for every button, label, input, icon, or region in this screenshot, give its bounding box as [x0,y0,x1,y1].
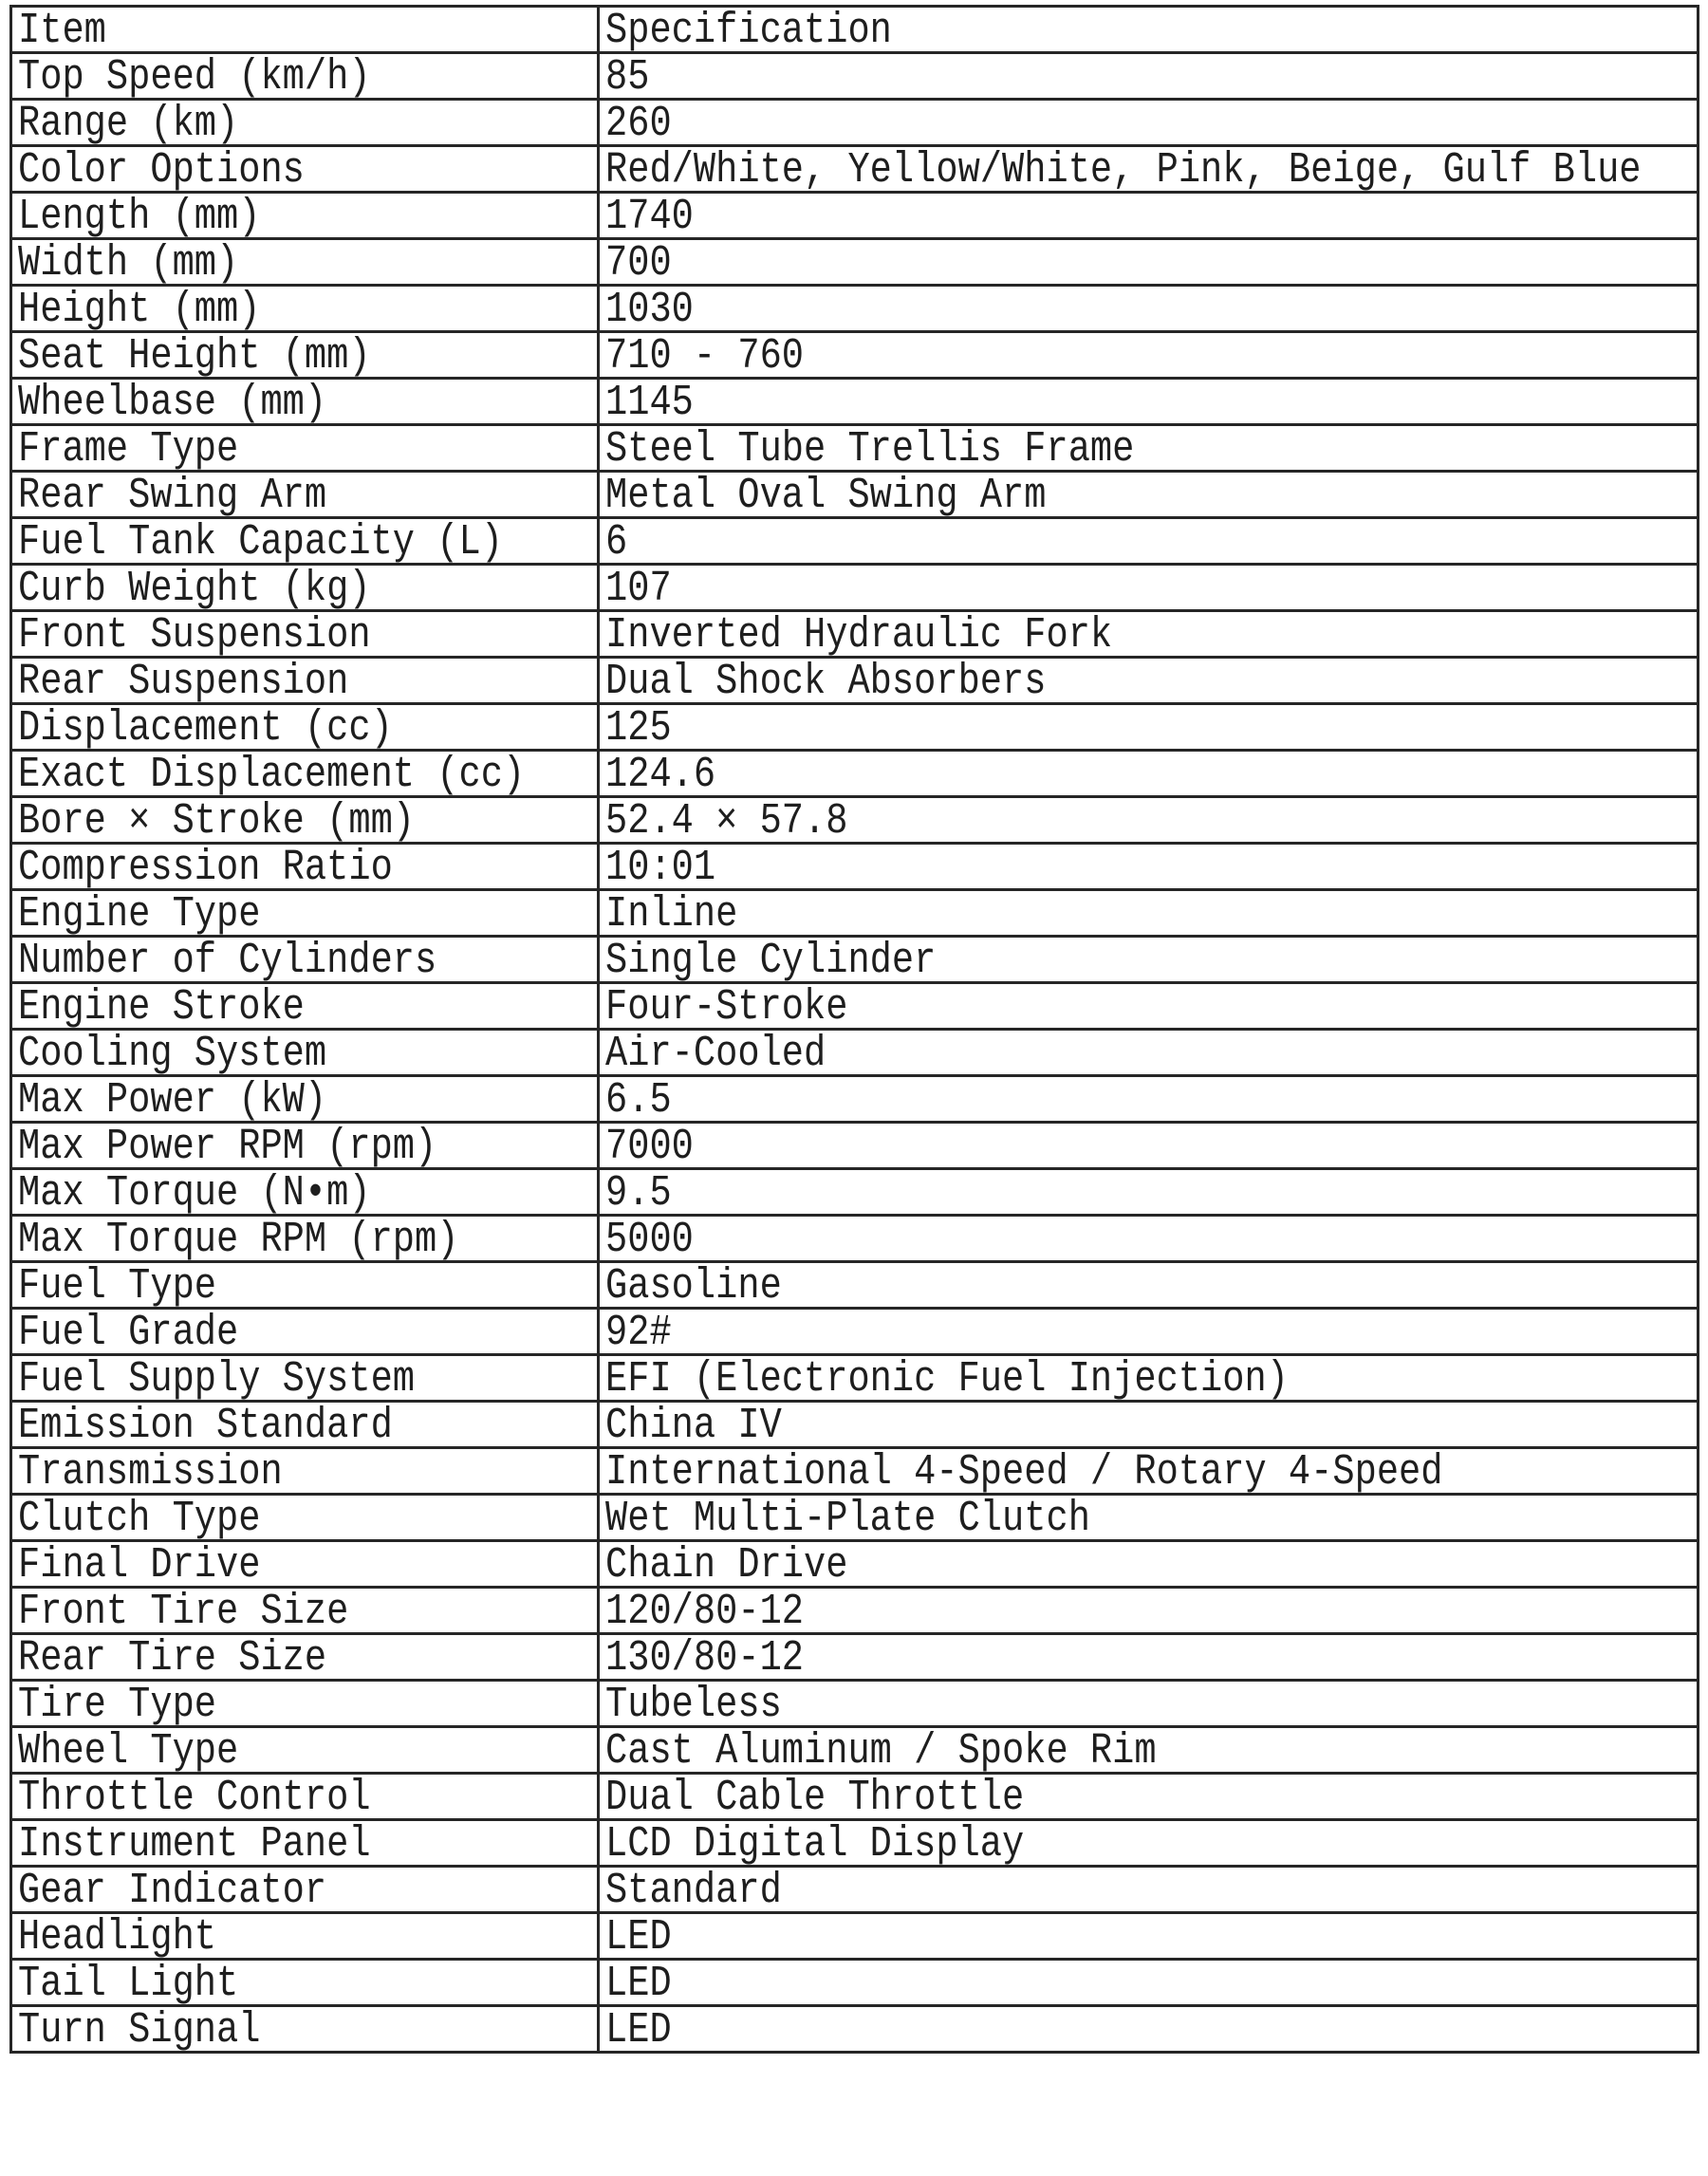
specification-value: 700 [605,239,672,286]
table-row [11,332,1699,379]
table-row [11,1216,1699,1262]
specification-cell [599,472,1699,518]
header-label: Item [18,7,106,53]
table-row [11,983,1699,1030]
specification-value: 92# [605,1309,672,1355]
item-cell [11,1774,599,1820]
item-label: Max Power (kW) [18,1076,327,1123]
specification-cell [599,1402,1699,1448]
header-row [11,7,1699,53]
specification-value: Air-Cooled [605,1030,826,1076]
table-row [11,1727,1699,1774]
item-label: Front Suspension [18,611,371,658]
item-label: Cooling System [18,1030,327,1076]
specification-value: LCD Digital Display [605,1820,1025,1867]
item-label: Tail Light [18,1960,239,2006]
table-row [11,100,1699,146]
specification-cell [599,658,1699,704]
table-row [11,1681,1699,1727]
item-label: Clutch Type [18,1495,261,1541]
table-row [11,1402,1699,1448]
specification-cell [599,1030,1699,1076]
item-cell [11,1681,599,1727]
table-row [11,1634,1699,1681]
header-cell-item [11,7,599,53]
item-cell [11,1820,599,1867]
item-label: Max Torque RPM (rpm) [18,1216,459,1262]
specification-value: Tubeless [605,1681,782,1727]
specification-cell [599,239,1699,286]
specification-value: 125 [605,704,672,751]
item-label: Engine Type [18,890,261,937]
table-row [11,611,1699,658]
specification-cell [599,1076,1699,1123]
specification-value: Steel Tube Trellis Frame [605,425,1135,472]
specification-cell [599,146,1699,193]
specification-value: LED [605,1960,672,2006]
item-label: Tire Type [18,1681,217,1727]
item-cell [11,658,599,704]
item-label: Rear Swing Arm [18,472,327,518]
item-label: Front Tire Size [18,1588,349,1634]
specification-cell [599,1960,1699,2006]
specification-value: Cast Aluminum / Spoke Rim [605,1727,1157,1774]
table-row [11,1076,1699,1123]
item-cell [11,239,599,286]
item-cell [11,1634,599,1681]
item-label: Wheelbase (mm) [18,379,327,425]
item-cell [11,472,599,518]
item-cell [11,379,599,425]
specification-value: Inline [605,890,738,937]
specification-value: LED [605,2006,672,2053]
table-row [11,1820,1699,1867]
item-label: Compression Ratio [18,844,393,890]
specification-value: 10:01 [605,844,716,890]
item-cell [11,53,599,100]
item-cell [11,1355,599,1402]
item-cell [11,146,599,193]
specification-cell [599,1774,1699,1820]
item-label: Width (mm) [18,239,239,286]
item-cell [11,797,599,844]
item-cell [11,1216,599,1262]
item-label: Fuel Tank Capacity (L) [18,518,503,565]
specification-cell [599,1913,1699,1960]
table-row [11,937,1699,983]
specification-value: 124.6 [605,751,716,797]
table-row [11,518,1699,565]
table-row [11,1588,1699,1634]
item-label: Turn Signal [18,2006,261,2053]
specification-cell [599,611,1699,658]
specification-cell [599,1588,1699,1634]
table-row [11,146,1699,193]
item-cell [11,844,599,890]
specification-value: Red/White, Yellow/White, Pink, Beige, Gulf Blue [605,146,1642,193]
table-row [11,1448,1699,1495]
item-label: Fuel Type [18,1262,217,1309]
item-cell [11,704,599,751]
table-row [11,239,1699,286]
item-cell [11,1727,599,1774]
item-cell [11,983,599,1030]
specification-value: Four-Stroke [605,983,848,1030]
table-row [11,1169,1699,1216]
specification-cell [599,518,1699,565]
table-row [11,1309,1699,1355]
specification-value: Gasoline [605,1262,782,1309]
specification-cell [599,1309,1699,1355]
specification-value: 107 [605,565,672,611]
item-label: Rear Suspension [18,658,349,704]
item-cell [11,1076,599,1123]
specification-value: Dual Cable Throttle [605,1774,1025,1820]
specification-cell [599,1262,1699,1309]
table-row [11,53,1699,100]
specification-cell [599,1495,1699,1541]
table-row [11,1913,1699,1960]
item-label: Number of Cylinders [18,937,437,983]
item-cell [11,1588,599,1634]
specification-cell [599,1541,1699,1588]
item-label: Final Drive [18,1541,261,1588]
item-label: Frame Type [18,425,239,472]
specification-cell [599,983,1699,1030]
item-cell [11,1867,599,1913]
specification-cell [599,193,1699,239]
item-label: Range (km) [18,100,239,146]
specification-value: 710 - 760 [605,332,805,379]
item-label: Fuel Supply System [18,1355,416,1402]
table-row [11,1960,1699,2006]
table-row [11,472,1699,518]
item-label: Exact Displacement (cc) [18,751,526,797]
specification-cell [599,1355,1699,1402]
item-cell [11,1402,599,1448]
table-row [11,1495,1699,1541]
specification-value: Single Cylinder [605,937,937,983]
table-row [11,1541,1699,1588]
specification-cell [599,100,1699,146]
item-cell [11,1495,599,1541]
item-cell [11,1030,599,1076]
specification-cell [599,379,1699,425]
specification-value: 6 [605,518,628,565]
item-label: Curb Weight (kg) [18,565,371,611]
specification-cell [599,844,1699,890]
specification-value: 1145 [605,379,694,425]
table-row [11,658,1699,704]
specification-value: 52.4 × 57.8 [605,797,848,844]
specification-value: 7000 [605,1123,694,1169]
specification-cell [599,1216,1699,1262]
item-label: Max Torque (N•m) [18,1169,371,1216]
item-label: Color Options [18,146,305,193]
table-row [11,379,1699,425]
table-header [11,7,1699,53]
specification-value: Inverted Hydraulic Fork [605,611,1113,658]
table-row [11,751,1699,797]
item-cell [11,1123,599,1169]
specification-cell [599,1448,1699,1495]
item-cell [11,937,599,983]
item-cell [11,2006,599,2053]
item-label: Height (mm) [18,286,261,332]
specification-value: 85 [605,53,650,100]
item-cell [11,1541,599,1588]
table-row [11,1867,1699,1913]
table-row [11,844,1699,890]
specification-value: 9.5 [605,1169,672,1216]
header-cell-specification [599,7,1699,53]
table-row [11,1262,1699,1309]
specification-cell [599,2006,1699,2053]
specification-value: LED [605,1913,672,1960]
item-cell [11,332,599,379]
specification-value: 1030 [605,286,694,332]
item-cell [11,1262,599,1309]
item-cell [11,1309,599,1355]
table-row [11,704,1699,751]
table-row [11,193,1699,239]
specification-value: 120/80-12 [605,1588,805,1634]
item-label: Instrument Panel [18,1820,371,1867]
item-cell [11,286,599,332]
specification-cell [599,937,1699,983]
item-label: Fuel Grade [18,1309,239,1355]
item-label: Gear Indicator [18,1867,327,1913]
specification-value: Chain Drive [605,1541,848,1588]
item-cell [11,751,599,797]
specification-cell [599,332,1699,379]
item-label: Rear Tire Size [18,1634,327,1681]
table-row [11,565,1699,611]
item-label: Seat Height (mm) [18,332,371,379]
specification-value: Metal Oval Swing Arm [605,472,1047,518]
table-row [11,797,1699,844]
item-label: Transmission [18,1448,283,1495]
specification-cell [599,704,1699,751]
item-cell [11,193,599,239]
specification-cell [599,1123,1699,1169]
specification-cell [599,1820,1699,1867]
table-row [11,1030,1699,1076]
specification-cell [599,53,1699,100]
item-cell [11,565,599,611]
specification-cell [599,1169,1699,1216]
specification-value: EFI (Electronic Fuel Injection) [605,1355,1289,1402]
specification-value: Wet Multi-Plate Clutch [605,1495,1090,1541]
table-row [11,890,1699,937]
item-cell [11,1169,599,1216]
item-label: Top Speed (km/h) [18,53,371,100]
specification-cell [599,425,1699,472]
specification-value: 6.5 [605,1076,672,1123]
specification-cell [599,1634,1699,1681]
item-cell [11,1960,599,2006]
specification-cell [599,797,1699,844]
specification-cell [599,890,1699,937]
item-label: Bore × Stroke (mm) [18,797,416,844]
item-cell [11,1448,599,1495]
specification-cell [599,1681,1699,1727]
specification-cell [599,565,1699,611]
item-label: Headlight [18,1913,217,1960]
item-label: Throttle Control [18,1774,371,1820]
item-cell [11,100,599,146]
table-row [11,1774,1699,1820]
item-label: Displacement (cc) [18,704,393,751]
specification-cell [599,751,1699,797]
item-cell [11,611,599,658]
table-body [11,53,1699,2053]
table-row [11,425,1699,472]
item-cell [11,518,599,565]
item-cell [11,1913,599,1960]
specification-value: China IV [605,1402,782,1448]
item-label: Emission Standard [18,1402,393,1448]
specification-cell [599,1867,1699,1913]
table-row [11,286,1699,332]
header-label: Specification [605,7,892,53]
item-label: Engine Stroke [18,983,305,1030]
item-cell [11,890,599,937]
specification-cell [599,1727,1699,1774]
specification-cell [599,286,1699,332]
item-cell [11,425,599,472]
specification-table [9,5,1699,2054]
specification-value: Standard [605,1867,782,1913]
table-row [11,1355,1699,1402]
table-row [11,2006,1699,2053]
specification-value: 1740 [605,193,694,239]
specification-value: Dual Shock Absorbers [605,658,1047,704]
specification-value: International 4-Speed / Rotary 4-Speed [605,1448,1443,1495]
item-label: Wheel Type [18,1727,239,1774]
item-label: Max Power RPM (rpm) [18,1123,437,1169]
specification-value: 130/80-12 [605,1634,805,1681]
table-row [11,1123,1699,1169]
specification-value: 5000 [605,1216,694,1262]
item-label: Length (mm) [18,193,261,239]
specification-value: 260 [605,100,672,146]
